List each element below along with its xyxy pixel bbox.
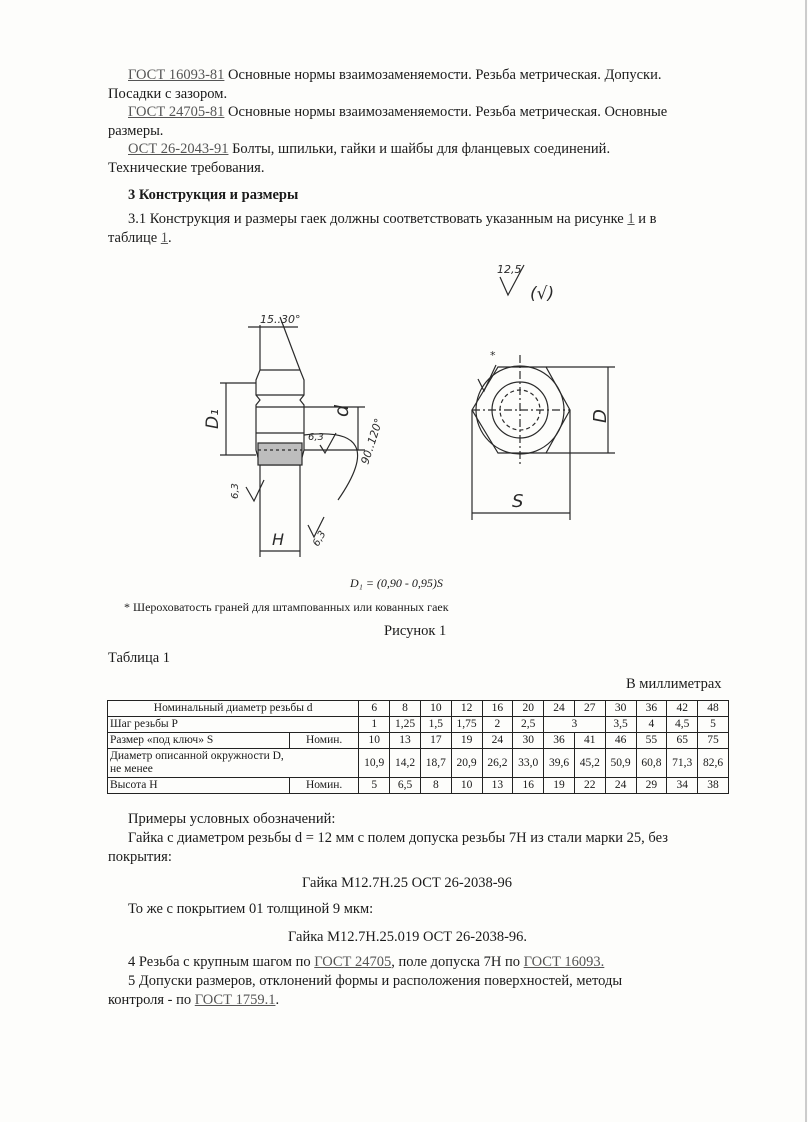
pitch-cell: 3,5: [605, 717, 636, 733]
table-link[interactable]: 1: [160, 230, 169, 246]
ref-link-gost16093[interactable]: ГОСТ 16093.: [523, 954, 605, 970]
nom-label: Номин.: [289, 778, 358, 794]
d-cell: 18,7: [420, 749, 451, 778]
example-text: покрытия:: [108, 849, 172, 865]
s-cell: 24: [482, 733, 513, 749]
h-cell: 16: [513, 778, 544, 794]
ref-link-gost24705[interactable]: ГОСТ 24705-81: [128, 104, 225, 120]
para-text: .: [168, 230, 172, 246]
nom-label: Номин.: [289, 733, 358, 749]
s-cell: 13: [390, 733, 421, 749]
h-cell: 34: [667, 778, 698, 794]
d-cell: 71,3: [667, 749, 698, 778]
ref-text: Болты, шпильки, гайки и шайбы для фланцевых соединений.: [228, 141, 611, 157]
star-label: *: [490, 349, 496, 362]
item-text: 4 Резьба с крупным шагом по: [128, 954, 315, 970]
table-row: [108, 701, 729, 717]
reference-2: [108, 103, 728, 141]
item-text: .: [275, 992, 280, 1008]
table-row: [108, 717, 729, 733]
D-label: D: [590, 409, 611, 423]
h-cell: 5: [359, 778, 390, 794]
example-2: То же с покрытием 01 толщиной 9 мкм:: [128, 901, 374, 917]
pitch-cell: 1,75: [451, 717, 482, 733]
ref-link-gost16093[interactable]: ГОСТ 16093-81: [128, 67, 225, 83]
roughness-63-label: 6,3: [308, 432, 324, 443]
designation-2: Гайка М12.7Н.25.019 ОСТ 26-2038-96.: [288, 929, 528, 945]
item-text: контроля - по: [108, 992, 195, 1008]
s-cell: 41: [574, 733, 605, 749]
diameter-cell: 42: [667, 701, 698, 717]
table-row: [108, 778, 729, 794]
item-4: [128, 953, 604, 972]
pitch-cell: 3: [544, 717, 606, 733]
S-label: S: [512, 491, 524, 512]
roughness-h-label: 6,3: [311, 529, 329, 549]
reference-3: [108, 140, 728, 178]
s-cell: 36: [544, 733, 575, 749]
item-text: 5 Допуски размеров, отклонений формы и расположения поверхностей, методы: [128, 973, 623, 989]
h-label-cell: Высота H: [108, 778, 290, 794]
angle-label: 15..30°: [260, 313, 301, 326]
figure-link[interactable]: 1: [627, 211, 635, 227]
nut-side-view: [203, 313, 386, 557]
figure-caption: Рисунок 1: [384, 623, 447, 639]
diameter-cell: 16: [482, 701, 513, 717]
footnote: * Шероховатость граней для штампованных или кованных гаек: [124, 600, 449, 614]
diameter-cell: 20: [513, 701, 544, 717]
para-text: 3.1 Конструкция и размеры гаек должны соответствовать указанным на рисунке: [128, 211, 628, 227]
header-label: Номинальный диаметр резьбы d: [108, 701, 359, 717]
pitch-cell: 1,25: [390, 717, 421, 733]
dimensions-table: [107, 700, 729, 794]
pitch-cell: 1,5: [420, 717, 451, 733]
d-cell: 26,2: [482, 749, 513, 778]
ref-text: Основные нормы взаимозаменяемости. Резьба метрическая. Допуски.: [224, 67, 662, 83]
angle2-label: 90..120°: [358, 416, 386, 466]
d-label: d: [331, 404, 353, 417]
h-cell: 38: [698, 778, 729, 794]
s-label: Размер «под ключ» S: [108, 733, 290, 749]
item-text: , поле допуска 7Н по: [391, 954, 524, 970]
d-cell: 33,0: [513, 749, 544, 778]
table-row: [108, 733, 729, 749]
nut-drawing: [190, 255, 630, 575]
ref-link-ost26-2043[interactable]: ОСТ 26-2043-91: [128, 141, 229, 157]
para-text: таблице: [108, 230, 161, 246]
h-cell: 24: [605, 778, 636, 794]
d-cell: 60,8: [636, 749, 667, 778]
example-text: Гайка с диаметром резьбы d = 12 мм с полем допуска резьбы 7Н из стали марки 25, без: [128, 830, 668, 846]
roughness-top-label: 12,5: [497, 263, 522, 276]
pitch-cell: 5: [698, 717, 729, 733]
d1-label: D₁: [203, 409, 223, 429]
s-cell: 30: [513, 733, 544, 749]
table-title: Таблица 1: [108, 650, 171, 666]
item-5: [108, 972, 728, 1010]
para-text: и в: [634, 211, 657, 227]
pitch-cell: 2: [482, 717, 513, 733]
d-cell: 14,2: [390, 749, 421, 778]
diameter-cell: 48: [698, 701, 729, 717]
example-1: [108, 829, 728, 867]
section-heading: 3 Конструкция и размеры: [128, 187, 299, 203]
s-cell: 19: [451, 733, 482, 749]
d-cell: 20,9: [451, 749, 482, 778]
s-cell: 55: [636, 733, 667, 749]
ref-text-cont: Посадки с зазором.: [108, 86, 228, 102]
formula: D₁ = (0,90 - 0,95)S: [350, 576, 443, 590]
h-cell: 10: [451, 778, 482, 794]
h-cell: 29: [636, 778, 667, 794]
diameter-cell: 30: [605, 701, 636, 717]
pitch-cell: 2,5: [513, 717, 544, 733]
pitch-cell: 1: [359, 717, 390, 733]
examples-title: Примеры условных обозначений:: [128, 811, 336, 827]
diameter-cell: 27: [574, 701, 605, 717]
d-cell: 10,9: [359, 749, 390, 778]
s-cell: 65: [667, 733, 698, 749]
table-row: [108, 749, 729, 778]
paragraph-3-1: [108, 210, 728, 248]
pitch-cell: 4,5: [667, 717, 698, 733]
nut-front-view: [472, 349, 615, 520]
h-cell: 6,5: [390, 778, 421, 794]
diameter-cell: 36: [636, 701, 667, 717]
pitch-cell: 4: [636, 717, 667, 733]
diameter-cell: 12: [451, 701, 482, 717]
d-cell: 82,6: [698, 749, 729, 778]
h-cell: 13: [482, 778, 513, 794]
s-cell: 75: [698, 733, 729, 749]
ref-link-gost24705[interactable]: ГОСТ 24705: [314, 954, 392, 970]
diameter-cell: 24: [544, 701, 575, 717]
s-cell: 10: [359, 733, 390, 749]
d-cell: 45,2: [574, 749, 605, 778]
ref-text-cont: размеры.: [108, 123, 164, 139]
ref-link-gost1759[interactable]: ГОСТ 1759.1: [194, 992, 276, 1008]
h-cell: 19: [544, 778, 575, 794]
diameter-cell: 8: [390, 701, 421, 717]
h-cell: 22: [574, 778, 605, 794]
ref-text-cont: Технические требования.: [108, 160, 265, 176]
designation-1: Гайка М12.7Н.25 ОСТ 26-2038-96: [302, 875, 513, 891]
s-cell: 17: [420, 733, 451, 749]
reference-1: [108, 66, 728, 104]
table-units: В миллиметрах: [626, 676, 722, 692]
diameter-cell: 10: [420, 701, 451, 717]
d-cell: 50,9: [605, 749, 636, 778]
roughness-bottom-label: 6,3: [230, 483, 241, 499]
h-cell: 8: [420, 778, 451, 794]
roughness-paren-label: (√): [530, 284, 555, 304]
d-cell: 39,6: [544, 749, 575, 778]
diameter-cell: 6: [359, 701, 390, 717]
roughness-symbol: [497, 263, 554, 304]
s-cell: 46: [605, 733, 636, 749]
scan-edge: [805, 0, 807, 1122]
d-label-cell: Диаметр описанной окружности D, не менее: [108, 749, 359, 778]
h-label: H: [272, 530, 285, 549]
pitch-label: Шаг резьбы P: [108, 717, 359, 733]
ref-text: Основные нормы взаимозаменяемости. Резьба метрическая. Основные: [224, 104, 668, 120]
